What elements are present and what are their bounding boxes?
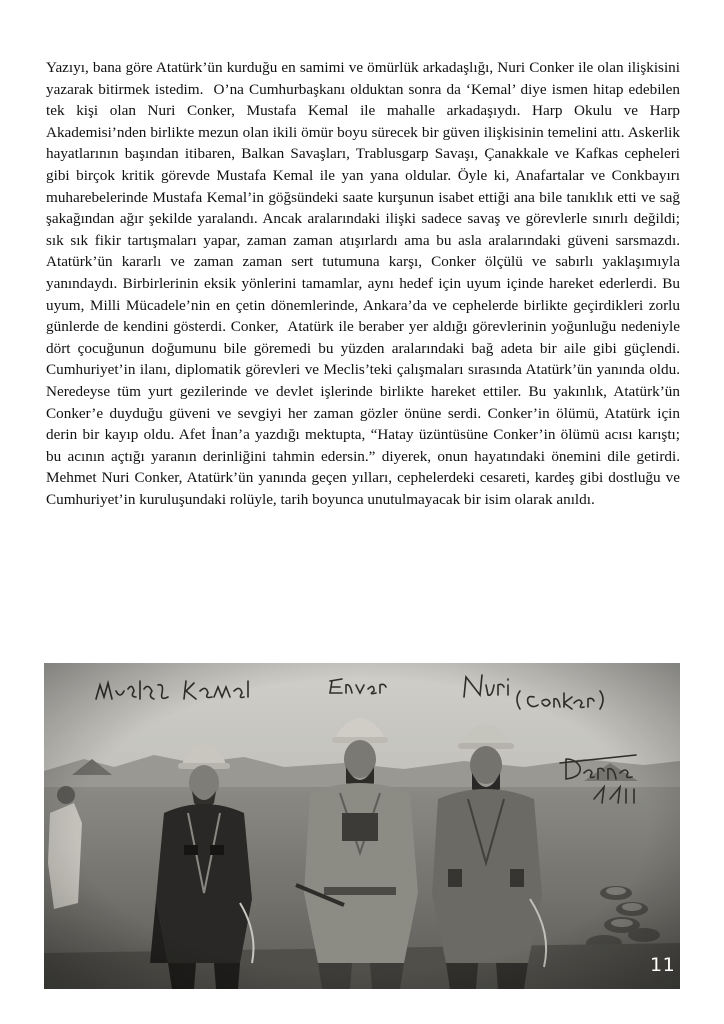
- page-number: 11: [650, 954, 676, 976]
- historical-photo-illustration: [44, 663, 680, 989]
- body-paragraph: Yazıyı, bana göre Atatürk’ün kurduğu en samimi ve ömürlük arkadaşlığı, Nuri Conker ile olan ilişkisini yazarak bitirmek istedim. O’na Cumhurbaşkanı olduktan sonra da ‘Kemal’ diye ismen hitap edebilen tek kişi olan Nuri Conker, Mustafa Kemal ile mahalle arkadaşıydı. Harp Okulu ve Harp Akademisi’nden birlikte mezun olan ikili ömür boyu sürecek bir güven ilişkisinin temelini attı. Askerlik hayatlarının başından itibaren, Balkan Savaşları, Trablusgarp Savaşı, Çanakkale ve Kafkas cepheleri gibi birçok kritik görevde Mustafa Kemal ile yan yana oldular. Öyle ki, Anafartalar ve Conkbayırı muharebelerinde Mustafa Kemal’in göğsündeki saate kurşunun isabet ettiği ana bile tanıklık etti ve sağ şakağından ağır şekilde yaralandı. Ancak aralarındaki ilişki sadece savaş ve görevlerle sınırlı değildi; sık sık fikir tartışmaları yapar, zaman zaman atışırlardı ama bu asla aralarındaki güveni sarsmazdı. Atatürk’ün kararlı ve zaman zaman sert tutumuna karşı, Conker ölçülü ve sabırlı yaklaşımıyla yanındaydı. Birbirlerinin eksik yönlerini tamamlar, aynı hedef için uyum içinde hareket ederlerdi. Bu uyum, Milli Mücadele’nin en çetin dönemlerinde, Ankara’da ve cephelerde birlikte geçirdikleri zorlu günlerde de kendini gösterdi. Conker, Atatürk ile beraber yer aldığı görevlerinin yoğunluğu nedeniyle dört çocuğunun doğumunu bile göremedi bu yüzden aralarındaki bağ adeta bir aile gibi güçlendi. Cumhuriyet’in ilanı, diplomatik görevleri ve Meclis’teki çalışmaları sırasında Atatürk’ün yanında oldu. Neredeyse tüm yurt gezilerinde ve devlet işlerinde birlikte hareket ettiler. Bu yakınlık, Atatürk’ün Conker’e duyduğu güveni ve sevgiyi her zaman gözler önüne serdi. Conker’in ölümü, Atatürk için derin bir kayıp oldu. Afet İnan’a yazdığı mektupta, “Hatay üzüntüsüne Conker’in ölümü acısı karıştı; bu acının açtığı yaranın derinliğini tahmin edersin.” diyerek, onun hayatındaki önemini dile getirdi. Mehmet Nuri Conker, Atatürk’ün yanında geçen yılları, cephelerdeki cesareti, kardeş gibi dostluğu ve Cumhuriyet’in kuruluşundaki rolüyle, tarih boyunca unutulmayacak bir isim olarak anıldı.: [46, 59, 684, 508]
- historical-photo: [44, 663, 680, 989]
